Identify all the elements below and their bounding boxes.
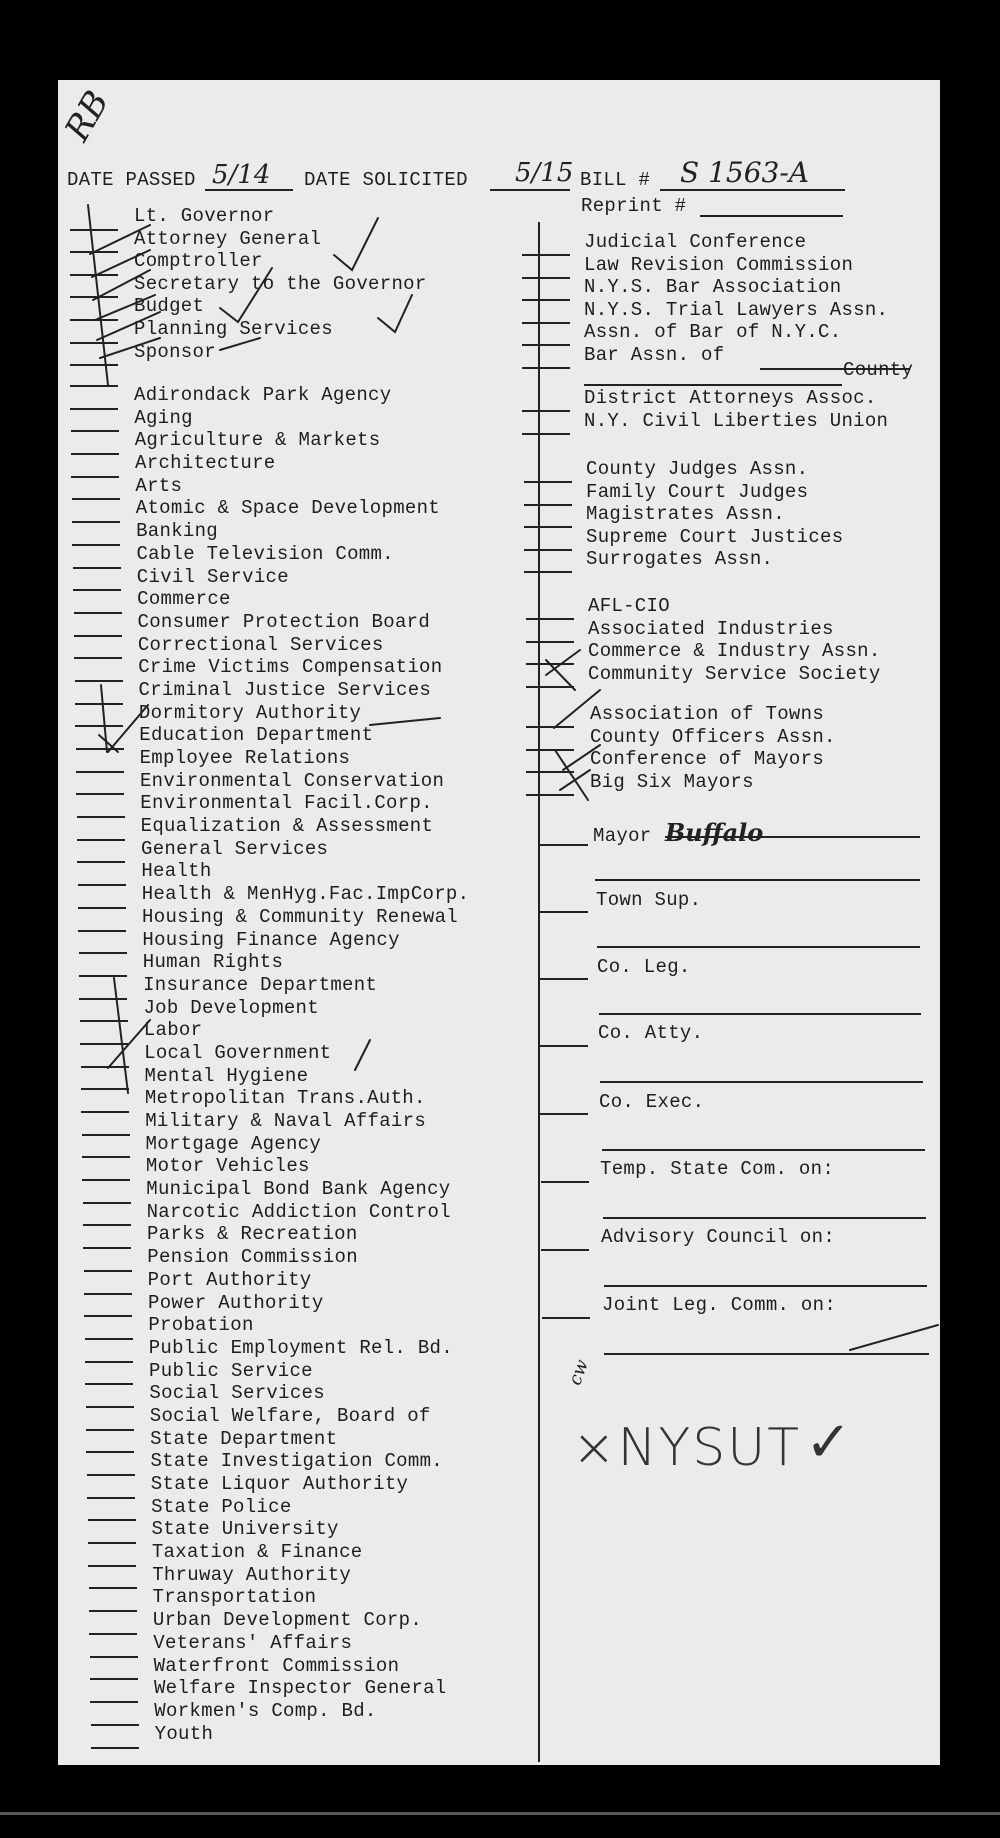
checkbox-line[interactable]: [73, 589, 121, 591]
checkbox-line[interactable]: [81, 1066, 129, 1068]
list-item-label: Housing & Community Renewal: [142, 905, 458, 928]
checkbox-line[interactable]: [87, 1474, 135, 1476]
checkbox-line[interactable]: [72, 498, 120, 500]
mayor-value[interactable]: Buffalo: [665, 818, 764, 847]
checkbox-line[interactable]: [71, 430, 119, 432]
checkbox-line[interactable]: [522, 254, 570, 256]
checkbox-line[interactable]: [78, 907, 126, 909]
checkbox-line[interactable]: [70, 296, 118, 298]
checkbox-line[interactable]: [78, 930, 126, 932]
checkbox-line[interactable]: [522, 410, 570, 412]
county-underline: [584, 384, 842, 386]
checkbox-line[interactable]: [74, 635, 122, 637]
list-item-label: Environmental Facil.Corp.: [140, 792, 433, 815]
checkbox-line[interactable]: [85, 1383, 133, 1385]
list-item-label: Crime Victims Compensation: [138, 656, 443, 679]
list-item-label: Equalization & Assessment: [140, 815, 434, 838]
checkbox-line[interactable]: [75, 680, 123, 682]
checkbox-line[interactable]: [70, 274, 118, 276]
list-item-label: Banking: [136, 520, 219, 543]
checkbox-line[interactable]: [73, 567, 121, 569]
checkbox-line[interactable]: [80, 1043, 128, 1045]
joint-leg-comm-label: Joint Leg. Comm. on:: [602, 1294, 837, 1316]
advisory-council-label: Advisory Council on:: [601, 1226, 836, 1248]
checkbox-line[interactable]: [522, 433, 570, 435]
checkbox-line[interactable]: [86, 1429, 134, 1431]
town-sup-field[interactable]: [595, 879, 920, 881]
checkbox-line[interactable]: [84, 1270, 132, 1272]
list-item-label: Labor: [143, 1019, 203, 1042]
list-item-label: General Services: [141, 837, 329, 860]
checkbox-line[interactable]: [85, 1338, 133, 1340]
list-item-label: Housing Finance Agency: [142, 928, 400, 951]
list-item-label: State Liquor Authority: [150, 1473, 409, 1495]
checkbox-line[interactable]: [81, 1111, 129, 1113]
checkbox-line[interactable]: [76, 771, 124, 773]
co-atty-label: Co. Atty.: [598, 1022, 704, 1044]
list-item-label: Motor Vehicles: [145, 1155, 310, 1178]
checkbox-line[interactable]: [77, 861, 125, 863]
list-item-label: Urban Development Corp.: [152, 1609, 423, 1632]
list-item-label: Arts: [135, 474, 183, 497]
checkbox-line[interactable]: [79, 975, 127, 977]
list-item-label: Parks & Recreation: [146, 1223, 358, 1246]
date-solicited-underline: [490, 189, 570, 191]
checkbox-line[interactable]: [72, 521, 120, 523]
checkbox-line[interactable]: [89, 1610, 137, 1612]
checkbox-line[interactable]: [70, 319, 118, 321]
list-item-label: Correctional Services: [137, 633, 384, 656]
checkmark-icon: ✓: [805, 1410, 852, 1475]
checkbox-line[interactable]: [524, 481, 572, 483]
reprint-field[interactable]: [700, 215, 843, 217]
co-atty-field[interactable]: [599, 1013, 921, 1015]
list-item-label: Metropolitan Trans.Auth.: [144, 1087, 426, 1110]
list-item-label: Dormitory Authority: [138, 701, 362, 724]
list-item-label: Workmen's Comp. Bd.: [154, 1699, 377, 1722]
list-item-label: Education Department: [139, 724, 374, 747]
list-item-label: Youth: [154, 1722, 214, 1745]
checkbox-line[interactable]: [80, 1020, 128, 1022]
town-sup-label: Town Sup.: [596, 889, 702, 911]
column-divider: [538, 222, 540, 1762]
list-item-label: State Police: [151, 1495, 292, 1518]
checkbox-line[interactable]: [86, 1406, 134, 1408]
list-item-label: Criminal Justice Services: [138, 678, 432, 701]
list-item-label: Human Rights: [142, 951, 284, 974]
list-item-label: Adirondack Park Agency: [134, 384, 392, 406]
checkbox-line[interactable]: [70, 251, 118, 253]
checkbox-line[interactable]: [526, 726, 574, 728]
checkbox-line[interactable]: [88, 1565, 136, 1567]
checkbox-line[interactable]: [524, 526, 572, 528]
list-item-label: Waterfront Commission: [153, 1654, 400, 1677]
list-item-label: State Investigation Comm.: [150, 1450, 443, 1473]
checkbox-line[interactable]: [541, 1249, 589, 1251]
checkbox-line[interactable]: [76, 748, 124, 750]
checkbox-line[interactable]: [540, 978, 588, 980]
temp-state-com-field[interactable]: [602, 1149, 925, 1151]
list-item-label: Veterans' Affairs: [153, 1631, 353, 1654]
list-item-label: Commerce: [137, 588, 231, 611]
list-item-label: Transportation: [152, 1586, 317, 1609]
checkbox-line[interactable]: [540, 911, 588, 913]
list-item-label: Public Employment Rel. Bd.: [148, 1336, 453, 1359]
checkbox-line[interactable]: [70, 342, 118, 344]
checkbox-line[interactable]: [79, 998, 127, 1000]
checkbox-line[interactable]: [540, 1113, 588, 1115]
checkbox-line[interactable]: [75, 725, 123, 727]
bill-number-underline: [660, 189, 845, 191]
list-item-label: Probation: [148, 1314, 254, 1337]
checkbox-line[interactable]: [524, 504, 572, 506]
list-item-label: Social Services: [149, 1382, 325, 1405]
checkbox-line[interactable]: [542, 1317, 590, 1319]
checkbox-line[interactable]: [90, 1656, 138, 1658]
list-item-label: Agriculture & Markets: [134, 429, 381, 452]
checkbox-line[interactable]: [522, 344, 570, 346]
list-item-label: Military & Naval Affairs: [145, 1110, 427, 1132]
reprint-label: Reprint #: [581, 195, 687, 217]
checkbox-line[interactable]: [540, 1045, 588, 1047]
checkbox-line[interactable]: [75, 703, 123, 705]
checkbox-line[interactable]: [76, 793, 124, 795]
checkbox-line[interactable]: [524, 571, 572, 573]
list-item-label: Job Development: [143, 996, 319, 1019]
checkbox-line[interactable]: [84, 1293, 132, 1295]
checkbox-line[interactable]: [526, 794, 574, 796]
date-passed-label: DATE PASSED: [67, 169, 196, 191]
list-item-label: Power Authority: [148, 1291, 324, 1314]
co-leg-field[interactable]: [597, 946, 920, 948]
checkbox-line[interactable]: [83, 1224, 131, 1226]
checkbox-line[interactable]: [91, 1747, 139, 1749]
handwritten-note: ×NYSUT: [572, 1418, 802, 1478]
checkbox-line[interactable]: [87, 1497, 135, 1499]
checkbox-line[interactable]: [526, 771, 574, 773]
list-item-label: Insurance Department: [143, 973, 378, 996]
checkbox-line[interactable]: [91, 1724, 139, 1726]
checkbox-line[interactable]: [71, 476, 119, 478]
list-item-label: Cable Television Comm.: [136, 542, 394, 565]
list-item-label: Mortgage Agency: [145, 1132, 322, 1155]
checkbox-line[interactable]: [78, 884, 126, 886]
list-item-label: Port Authority: [147, 1268, 312, 1291]
co-exec-label: Co. Exec.: [599, 1091, 705, 1113]
checkbox-line[interactable]: [77, 839, 125, 841]
checkbox-line[interactable]: [82, 1179, 130, 1181]
list-item-label: Welfare Inspector General: [153, 1677, 447, 1700]
checkbox-line[interactable]: [77, 816, 125, 818]
checkbox-line[interactable]: [70, 229, 118, 231]
date-solicited-label: DATE SOLICITED: [304, 169, 468, 191]
county-suffix: County: [843, 359, 914, 381]
checkbox-line[interactable]: [83, 1202, 131, 1204]
checkbox-line[interactable]: [524, 549, 572, 551]
list-item-label: Public Service: [149, 1359, 313, 1382]
checkbox-line[interactable]: [522, 367, 570, 369]
bill-number-value[interactable]: S 1563-A: [680, 156, 810, 189]
list-item-label: Atomic & Space Development: [135, 497, 440, 520]
checkbox-line[interactable]: [540, 844, 588, 846]
checkbox-line[interactable]: [74, 657, 122, 659]
list-item-label: Local Government: [144, 1041, 332, 1064]
blank-field-prefix: cw: [564, 1356, 593, 1389]
list-item-label: Architecture: [135, 452, 276, 475]
list-item-label: Consumer Protection Board: [137, 610, 431, 633]
checkbox-line[interactable]: [70, 385, 118, 387]
advisory-council-field[interactable]: [603, 1217, 926, 1219]
list-item-label: Taxation & Finance: [151, 1541, 363, 1564]
list-item-label: Thruway Authority: [152, 1563, 352, 1586]
co-exec-field[interactable]: [600, 1081, 923, 1083]
list-item-label: Mental Hygiene: [144, 1064, 309, 1087]
checkbox-line[interactable]: [70, 364, 118, 366]
list-item-label: Pension Commission: [147, 1246, 358, 1269]
checkbox-line[interactable]: [85, 1361, 133, 1363]
checkbox-line[interactable]: [71, 453, 119, 455]
checkbox-line[interactable]: [89, 1587, 137, 1589]
checkbox-line[interactable]: [526, 749, 574, 751]
checkbox-line[interactable]: [541, 1181, 589, 1183]
list-item-label: Narcotic Addiction Control: [146, 1200, 451, 1223]
list-item-label: Employee Relations: [139, 747, 351, 769]
checkbox-line[interactable]: [82, 1156, 130, 1158]
date-passed-value[interactable]: 5/14: [212, 160, 271, 190]
checkbox-line[interactable]: [522, 299, 570, 301]
checkbox-line[interactable]: [90, 1678, 138, 1680]
checkbox-line[interactable]: [526, 686, 574, 688]
list-item-label: Health: [141, 860, 212, 883]
checkbox-line[interactable]: [86, 1451, 134, 1453]
mayor-field[interactable]: [665, 836, 920, 838]
checkbox-line[interactable]: [81, 1088, 129, 1090]
list-item-label: State Department: [150, 1427, 338, 1450]
list-item-label: Social Welfare, Board of: [149, 1404, 431, 1427]
checkbox-line[interactable]: [72, 544, 120, 546]
checkbox-line[interactable]: [84, 1315, 132, 1317]
list-item-label: Environmental Conservation: [139, 769, 445, 792]
checkbox-line[interactable]: [74, 612, 122, 614]
checkbox-line[interactable]: [90, 1701, 138, 1703]
checkbox-line[interactable]: [88, 1519, 136, 1521]
bill-number-label: BILL #: [580, 169, 651, 191]
mayor-label: Mayor: [593, 825, 652, 847]
list-item-label: Health & MenHyg.Fac.ImpCorp.: [141, 883, 470, 906]
checkbox-line[interactable]: [88, 1542, 136, 1544]
joint-leg-comm-field[interactable]: [604, 1285, 927, 1287]
co-leg-label: Co. Leg.: [597, 956, 691, 978]
list-item-label: Aging: [134, 406, 193, 429]
checkbox-line[interactable]: [79, 952, 127, 954]
checkbox-line[interactable]: [522, 277, 570, 279]
list-item-label: State University: [151, 1518, 339, 1541]
checkbox-line[interactable]: [526, 663, 574, 665]
corner-initials: RB: [57, 84, 118, 148]
scan-artifact-line: [0, 1812, 1000, 1815]
checkbox-line[interactable]: [522, 322, 570, 324]
checkbox-line[interactable]: [89, 1633, 137, 1635]
checkbox-line[interactable]: [526, 641, 574, 643]
checkbox-line[interactable]: [70, 408, 118, 410]
checkbox-line[interactable]: [83, 1247, 131, 1249]
temp-state-com-label: Temp. State Com. on:: [600, 1158, 835, 1180]
date-solicited-value[interactable]: 5/15: [515, 158, 574, 188]
checkbox-line[interactable]: [526, 618, 574, 620]
list-item-label: Civil Service: [136, 565, 289, 588]
list-item-label: Municipal Bond Bank Agency: [146, 1178, 451, 1201]
blank-extra-field[interactable]: [604, 1353, 929, 1355]
checkbox-line[interactable]: [82, 1134, 130, 1136]
